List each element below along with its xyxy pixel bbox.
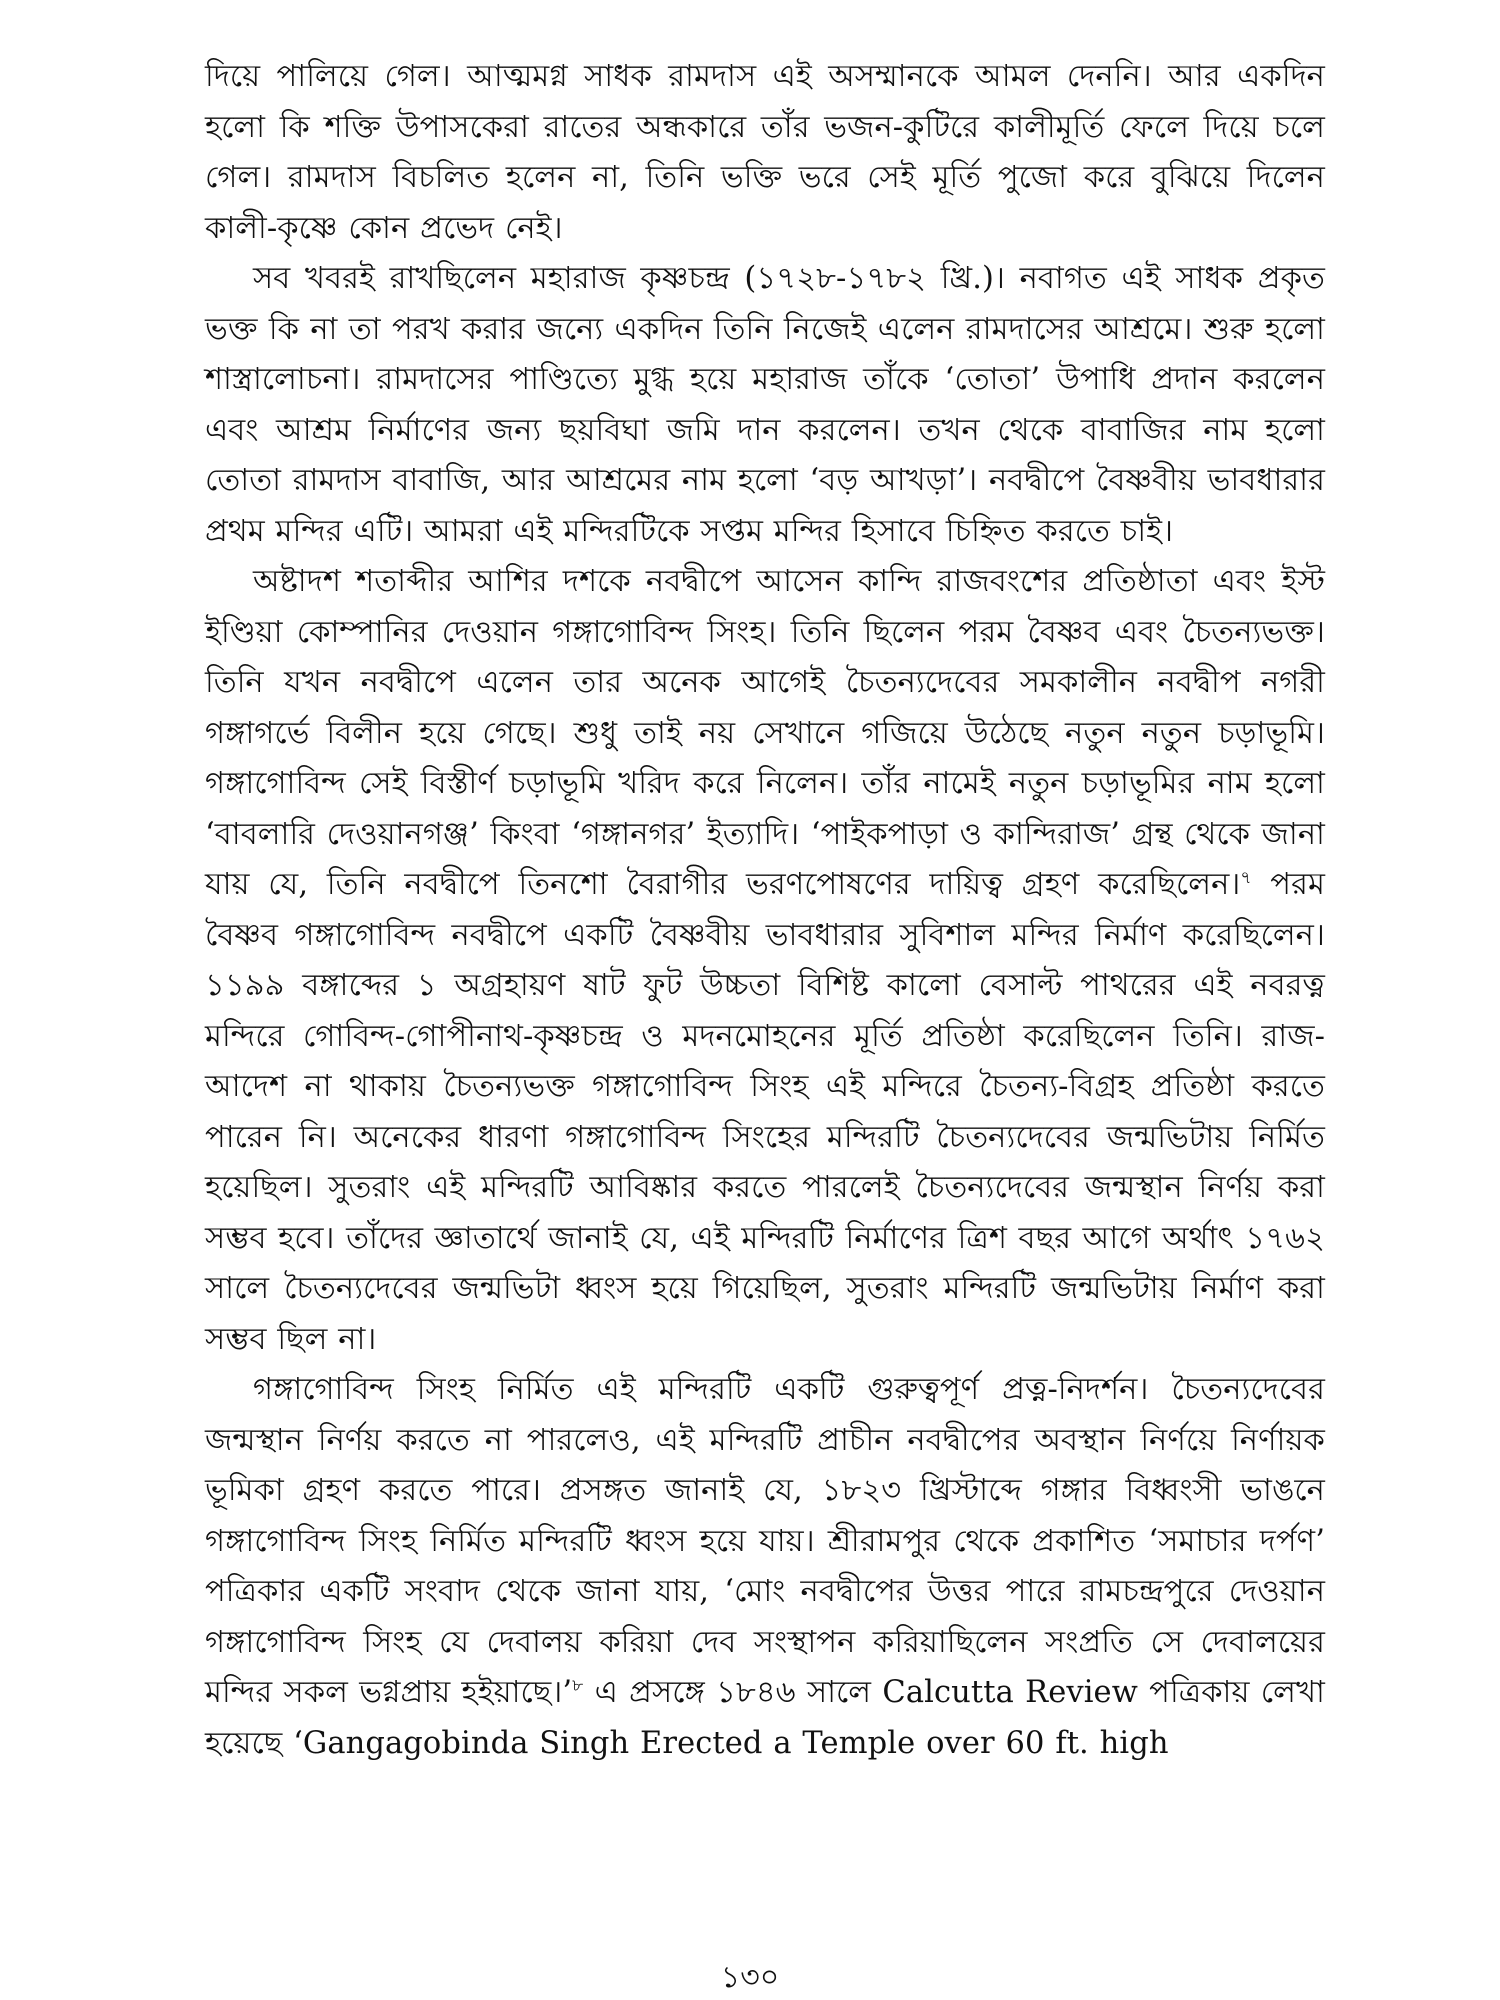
paragraph-1: দিয়ে পালিয়ে গেল। আত্মমগ্ন সাধক রামদাস এই অসম্মানকে আমল দেননি। আর একদিন হলো কি শক্তি উপাসকেরা রাতের অন্ধকারে তাঁর ভজন-কুটিরে কালীমূর্তি ফেলে দিয়ে চলে গেল। রামদাস বিচলিত হলেন না, তিনি ভক্তি ভরে সেই মূর্তি পুজো করে বুঝিয়ে দিলেন কালী-কৃষ্ণে কোন প্রভেদ নেই। <box>205 59 1325 246</box>
paragraph-3-text-before: অষ্টাদশ শতাব্দীর আশির দশকে নবদ্বীপে আসেন কান্দি রাজবংশের প্রতিষ্ঠাতা এবং ইস্ট ইণ্ডিয়া কোম্পানির দেওয়ান গঙ্গাগোবিন্দ সিংহ। তিনি ছিলেন পরম বৈষ্ণব এবং চৈতন্যভক্ত। তিনি যখন নবদ্বীপে এলেন তার অনেক আগেই চৈতন্যদেবের সমকালীন নবদ্বীপ নগরী গঙ্গাগর্ভে বিলীন হয়ে গেছে। শুধু তাই নয় সেখানে গজিয়ে উঠেছে নতুন নতুন চড়াভূমি। গঙ্গাগোবিন্দ সেই বিস্তীর্ণ চড়াভূমি খরিদ করে নিলেন। তাঁর নামেই নতুন চড়াভূমির নাম হলো ‘বাবলারি দেওয়ানগঞ্জ’ কিংবা ‘গঙ্গানগর’ ইত্যাদি। ‘পাইকপাড়া ও কান্দিরাজ’ গ্রন্থ থেকে জানা যায় যে, তিনি নবদ্বীপে তিনশো বৈরাগীর ভরণপোষণের দায়িত্ব গ্রহণ করেছিলেন। <box>205 564 1325 902</box>
page-number: ১৩০ <box>720 1960 780 1995</box>
document-page <box>205 52 1325 1932</box>
footnote-ref-7: ৭ <box>1240 867 1252 888</box>
paragraph-4-text-before: গঙ্গাগোবিন্দ সিংহ নির্মিত এই মন্দিরটি একটি গুরুত্বপূর্ণ প্রত্ন-নিদর্শন। চৈতন্যদেবের জন্মস্থান নির্ণয় করতে না পারলেও, এই মন্দিরটি প্রাচীন নবদ্বীপের অবস্থান নির্ণয়ে নির্ণায়ক ভূমিকা গ্রহণ করতে পারে। প্রসঙ্গত জানাই যে, ১৮২৩ খ্রিস্টাব্দে গঙ্গার বিধ্বংসী ভাঙনে গঙ্গাগোবিন্দ সিংহ নির্মিত মন্দিরটি ধ্বংস হয়ে যায়। শ্রীরামপুর থেকে প্রকাশিত ‘সমাচার দর্পণ’ পত্রিকার একটি সংবাদ থেকে জানা যায়, ‘মোং নবদ্বীপের উত্তর পারে রামচন্দ্রপুরে দেওয়ান গঙ্গাগোবিন্দ সিংহ যে দেবালয় করিয়া দেব সংস্থাপন করিয়াছিলেন সংপ্রতি সে দেবালয়ের মন্দির সকল ভগ্নপ্রায় হইয়াছে।’ <box>205 1372 1325 1710</box>
footnote-ref-8: ৮ <box>572 1675 584 1696</box>
paragraph-4 <box>205 1365 1325 1769</box>
paragraph-3-text-after: পরম বৈষ্ণব গঙ্গাগোবিন্দ নবদ্বীপে একটি বৈষ্ণবীয় ভাবধারার সুবিশাল মন্দির নির্মাণ করেছিলেন। ১১৯৯ বঙ্গাব্দের ১ অগ্রহায়ণ ষাট ফুট উচ্চতা বিশিষ্ট কালো বেসাল্ট পাথরের এই নবরত্ন মন্দিরে গোবিন্দ-গোপীনাথ-কৃষ্ণচন্দ্র ও মদনমোহনের মূর্তি প্রতিষ্ঠা করেছিলেন তিনি। রাজ-আদেশ না থাকায় চৈতন্যভক্ত গঙ্গাগোবিন্দ সিংহ এই মন্দিরে চৈতন্য-বিগ্রহ প্রতিষ্ঠা করতে পারেন নি। অনেকের ধারণা গঙ্গাগোবিন্দ সিংহের মন্দিরটি চৈতন্যদেবের জন্মভিটায় নির্মিত হয়েছিল। সুতরাং এই মন্দিরটি আবিষ্কার করতে পারলেই চৈতন্যদেবের জন্মস্থান নির্ণয় করা সম্ভব হবে। তাঁদের জ্ঞাতার্থে জানাই যে, এই মন্দিরটি নির্মাণের ত্রিশ বছর আগে অর্থাৎ ১৭৬২ সালে চৈতন্যদেবের জন্মভিটা ধ্বংস হয়ে গিয়েছিল, সুতরাং মন্দিরটি জন্মভিটায় নির্মাণ করা সম্ভব ছিল না। <box>205 867 1325 1357</box>
paragraph-4-text-after: এ প্রসঙ্গে ১৮৪৬ সালে Calcutta Review পত্রিকায় লেখা হয়েছে ‘Gangagobinda Singh Erected a Temple over 60 ft. high <box>205 1675 1325 1761</box>
paragraph-2: সব খবরই রাখছিলেন মহারাজ কৃষ্ণচন্দ্র (১৭২৮-১৭৮২ খ্রি.)। নবাগত এই সাধক প্রকৃত ভক্ত কি না তা পরখ করার জন্যে একদিন তিনি নিজেই এলেন রামদাসের আশ্রমে। শুরু হলো শাস্ত্রালোচনা। রামদাসের পাণ্ডিত্যে মুগ্ধ হয়ে মহারাজ তাঁকে ‘তোতা’ উপাধি প্রদান করলেন এবং আশ্রম নির্মাণের জন্য ছয়বিঘা জমি দান করলেন। তখন থেকে বাবাজির নাম হলো তোতা রামদাস বাবাজি, আর আশ্রমের নাম হলো ‘বড় আখড়া’। নবদ্বীপে বৈষ্ণবীয় ভাবধারার প্রথম মন্দির এটি। আমরা এই মন্দিরটিকে সপ্তম মন্দির হিসাবে চিহ্নিত করতে চাই। <box>205 261 1325 549</box>
paragraph-3 <box>205 557 1325 1365</box>
